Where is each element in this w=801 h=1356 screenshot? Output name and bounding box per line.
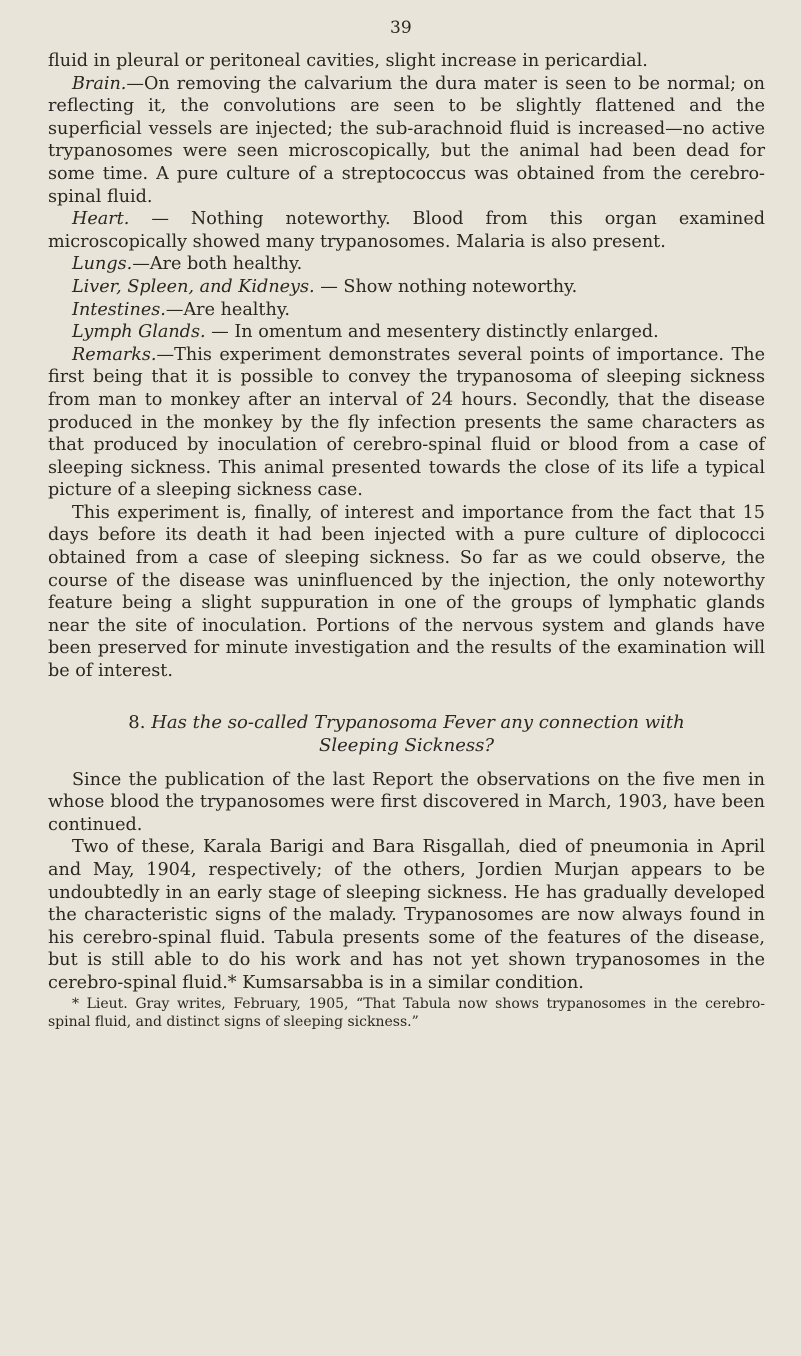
paragraph-experiment: This experiment is, finally, of interest and importance from the fact that 15 days before its death it had been injected with a pure culture of diplococci obtained from a case of sleeping sickness. So far as we could observe, the course of the disease was uninfluenced by the injection, the only noteworthy feature being a slight suppuration in one of the groups of lymphatic glands near the site of inoculation. Portions of the nervous system and glands have been preserved for minute investigation and the results of the examination will be of interest.	[48, 502, 765, 682]
paragraph-brain	[48, 73, 765, 209]
text-brain: —On removing the calvarium the dura mater is seen to be normal; on reflecting it, the convolutions are seen to be slightly flattened and the superficial vessels are injected; the sub-arachnoid fluid is increased—no active trypanosomes were seen microscopically, but the animal had been dead for some time. A pure culture of a streptococcus was obtained from the cerebro-spinal fluid.	[48, 73, 765, 207]
paragraph-liver	[48, 276, 765, 299]
footnote: * Lieut. Gray writes, February, 1905, “That Tabula now shows trypanosomes in the cerebro-spinal fluid, and distinct signs of sleeping sickness.”	[48, 995, 765, 1030]
paragraph-continuation: fluid in pleural or peritoneal cavities, slight increase in pericardial.	[48, 51, 648, 71]
heading-liver: Liver, Spleen, and Kidneys.	[72, 276, 315, 297]
heading-remarks: Remarks.	[72, 344, 157, 365]
text-remarks: —This experiment demonstrates several points of importance. The first being that it is possible to convey the trypanosoma of sleeping sickness from man to monkey after an interval of 24 hours. Secondly, that the disease produced in the monkey by the fly infection presents the same characters as that produced by inoculation of cerebro-spinal fluid or blood from a case of sleeping sickness. This animal presented towards the close of its life a typical picture of a sleeping sickness case.	[48, 344, 765, 501]
heading-heart: Heart.	[72, 209, 130, 230]
paragraph-lungs	[48, 253, 765, 276]
text-liver: — Show nothing noteworthy.	[314, 276, 578, 297]
paragraph-remarks	[48, 344, 765, 502]
section-title-line2: Sleeping Sickness?	[319, 734, 494, 756]
text-intestines: —Are healthy.	[165, 299, 291, 320]
section-title	[48, 711, 765, 757]
heading-intestines: Intestines.	[72, 299, 166, 320]
text-lymph: — In omentum and mesentery distinctly enlarged.	[205, 322, 659, 343]
section-title-line1	[48, 711, 765, 734]
paragraph-intestines	[48, 299, 765, 322]
section-number: 8.	[128, 711, 146, 733]
section-title-text1: Has the so-called Trypanosoma Fever any connection with	[151, 711, 685, 733]
heading-lymph: Lymph Glands.	[72, 322, 206, 343]
text-lungs: —Are both healthy.	[132, 254, 303, 275]
heading-lungs: Lungs.	[72, 254, 133, 275]
paragraph-two: Two of these, Karala Barigi and Bara Risgallah, died of pneumonia in April and May, 1904, respectively; of the others, Jordien Murjan appears to be undoubtedly in an early stage of sleeping sickness. He has gradually developed the characteristic signs of the malady. Trypanosomes are now always found in his cerebro-spinal fluid. Tabula presents some of the features of the disease, but is still able to do his work and has not yet shown trypanosomes in the cerebro-spinal fluid.* Kumsarsabba is in a similar condition.	[48, 837, 765, 993]
paragraph-heart	[48, 208, 765, 253]
paragraph-lymph	[48, 321, 765, 344]
body-text	[48, 50, 765, 1031]
text-heart: — Nothing noteworthy. Blood from this organ examined microscopically showed many trypanosomes. Malaria is also present.	[48, 209, 765, 252]
paragraph-since: Since the publication of the last Report the observations on the five men in whose blood the trypanosomes were first discovered in March, 1903, have been continued.	[48, 769, 765, 835]
heading-brain: Brain.	[72, 73, 127, 94]
page-number: 39	[390, 18, 412, 38]
